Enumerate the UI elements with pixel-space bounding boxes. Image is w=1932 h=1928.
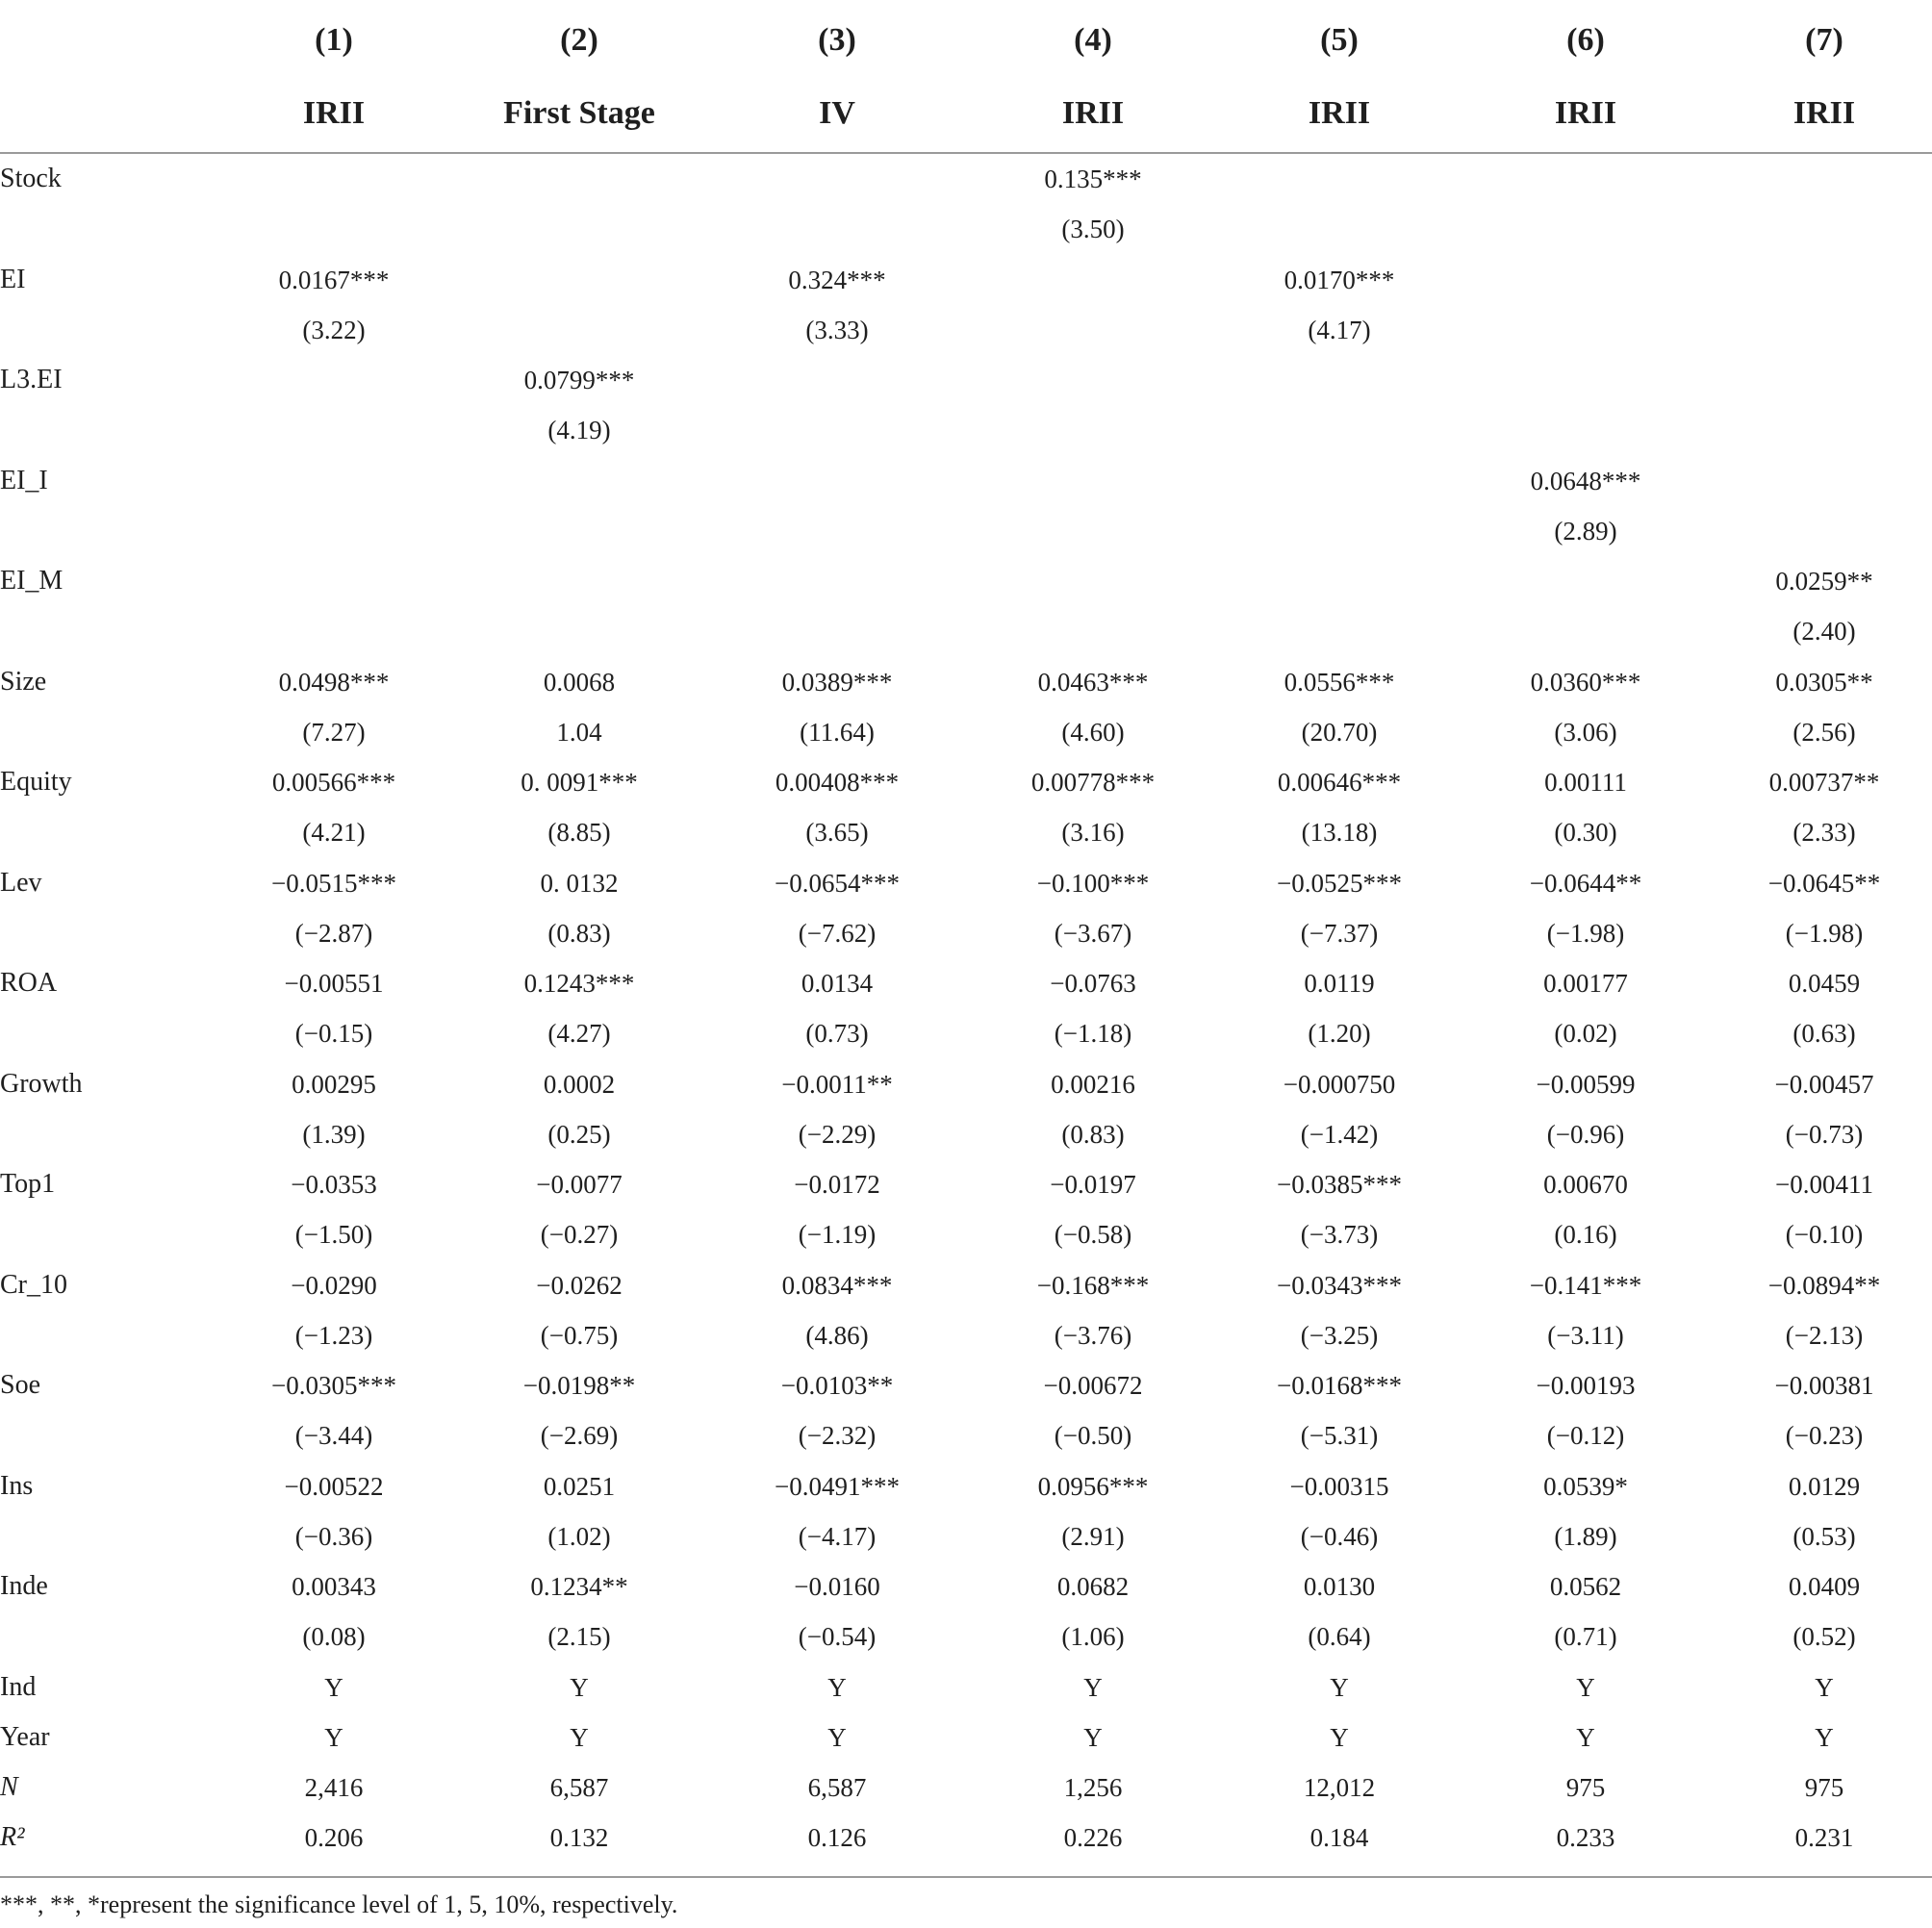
table-cell: 0.0360*** — [1530, 667, 1641, 697]
table-cell: 0.126 — [807, 1823, 867, 1853]
table-cell: (0.30) — [1554, 818, 1617, 848]
coefficient-row — [0, 1360, 1932, 1410]
table-cell: −0.0077 — [536, 1170, 623, 1199]
table-cell: (−0.36) — [294, 1521, 373, 1551]
table-cell: (0.63) — [1792, 1019, 1856, 1049]
table-cell: 6,587 — [549, 1773, 609, 1802]
row-label: Ins — [0, 1470, 34, 1501]
table-cell: (2.40) — [1792, 617, 1856, 647]
table-cell: 0.0129 — [1788, 1471, 1861, 1501]
table-cell: (3.50) — [1061, 215, 1125, 244]
coefficient-row — [0, 1159, 1932, 1209]
table-cell: (0.02) — [1554, 1019, 1617, 1049]
row-label: Cr_10 — [0, 1269, 67, 1300]
table-cell: 0.0498*** — [278, 667, 390, 697]
table-cell: (−3.76) — [1054, 1320, 1132, 1350]
table-cell: 0.0648*** — [1530, 466, 1641, 495]
table-cell: (0.52) — [1792, 1622, 1856, 1652]
coefficient-row — [0, 1260, 1932, 1310]
regression-table-body — [0, 154, 1932, 1864]
table-cell: −0.00599 — [1536, 1069, 1636, 1099]
table-cell: −0.0172 — [794, 1170, 880, 1199]
row-label: Lev — [0, 867, 42, 898]
table-cell: (−0.27) — [540, 1220, 619, 1250]
table-cell: −0.0103** — [780, 1371, 894, 1400]
table-cell: Y — [570, 1672, 589, 1702]
column-number-header: (5) — [1320, 22, 1359, 58]
table-cell: 0.00778*** — [1030, 768, 1156, 797]
dependent-variable-header: IRII — [302, 95, 366, 131]
table-cell: (−3.67) — [1054, 918, 1132, 948]
table-cell: 0.1243*** — [523, 969, 635, 998]
table-cell: (0.16) — [1554, 1220, 1617, 1250]
coefficient-row — [0, 1712, 1932, 1763]
table-cell: (11.64) — [800, 717, 875, 747]
coefficient-row — [0, 355, 1932, 405]
table-cell: (1.89) — [1554, 1521, 1617, 1551]
table-cell: 0.206 — [304, 1823, 364, 1853]
dependent-variable-header: IRII — [1308, 95, 1371, 131]
table-cell: (−0.15) — [294, 1019, 373, 1049]
table-cell: Y — [1330, 1672, 1349, 1702]
table-cell: −0.0491*** — [775, 1471, 900, 1501]
table-cell: (−4.17) — [798, 1521, 877, 1551]
t-statistic-row — [0, 606, 1932, 656]
table-cell: −0.0160 — [794, 1572, 880, 1601]
table-cell: (1.20) — [1308, 1019, 1371, 1049]
table-cell: (−0.96) — [1546, 1119, 1625, 1149]
table-cell: 0.0167*** — [278, 265, 390, 294]
table-cell: 0.0251 — [543, 1471, 616, 1501]
row-label: Soe — [0, 1370, 40, 1400]
column-number-header: (6) — [1566, 22, 1605, 58]
t-statistic-row — [0, 305, 1932, 355]
table-cell: 0.00216 — [1051, 1069, 1135, 1099]
table-cell: (−7.62) — [798, 918, 877, 948]
table-cell: −0.100*** — [1036, 868, 1150, 898]
table-cell: (3.06) — [1554, 717, 1617, 747]
table-cell: −0.0894** — [1767, 1270, 1881, 1300]
row-label: Size — [0, 666, 47, 697]
table-cell: (4.19) — [547, 416, 611, 445]
table-cell: (0.53) — [1792, 1521, 1856, 1551]
row-label: Equity — [0, 767, 72, 797]
row-label: ROA — [0, 968, 58, 998]
table-cell: −0.0011** — [781, 1069, 893, 1099]
table-cell: (4.27) — [547, 1019, 611, 1049]
row-label: R² — [0, 1822, 25, 1853]
table-cell: (−0.46) — [1300, 1521, 1379, 1551]
table-cell: −0.00411 — [1775, 1170, 1873, 1199]
table-cell: 0.231 — [1794, 1823, 1854, 1853]
column-number-header: (7) — [1805, 22, 1843, 58]
table-cell: 0.0556*** — [1284, 667, 1395, 697]
coefficient-row — [0, 556, 1932, 606]
t-statistic-row — [0, 908, 1932, 958]
column-number-header: (4) — [1074, 22, 1112, 58]
table-cell: 0.0130 — [1303, 1572, 1376, 1601]
table-cell: 0. 0091*** — [521, 768, 638, 797]
table-cell: (−0.50) — [1054, 1421, 1132, 1451]
coefficient-row — [0, 456, 1932, 506]
t-statistic-row — [0, 204, 1932, 254]
table-cell: (4.21) — [302, 818, 366, 848]
table-cell: (0.73) — [805, 1019, 869, 1049]
coefficient-row — [0, 1813, 1932, 1863]
table-cell: 1,256 — [1063, 1773, 1123, 1802]
table-cell: (0.08) — [302, 1622, 366, 1652]
dependent-variable-header: IRII — [1061, 95, 1125, 131]
table-cell: (−0.54) — [798, 1622, 877, 1652]
table-cell: −0.0198** — [522, 1371, 636, 1400]
dependent-variable-header: First Stage — [503, 95, 655, 131]
table-cell: (1.02) — [547, 1521, 611, 1551]
table-cell: (−1.19) — [798, 1220, 877, 1250]
table-cell: (2.89) — [1554, 516, 1617, 545]
table-cell: (3.22) — [302, 315, 366, 344]
table-cell: 0.00737** — [1768, 768, 1880, 797]
table-cell: 0.0409 — [1788, 1572, 1861, 1601]
table-cell: −0.00315 — [1289, 1471, 1389, 1501]
table-cell: −0.0763 — [1050, 969, 1136, 998]
table-cell: −0.0305*** — [271, 1371, 396, 1400]
table-cell: (1.06) — [1061, 1622, 1125, 1652]
table-cell: Y — [1576, 1722, 1595, 1752]
coefficient-row — [0, 1461, 1932, 1511]
table-cell: 0.0459 — [1788, 969, 1861, 998]
table-cell: 0.00295 — [292, 1069, 376, 1099]
table-cell: (2.91) — [1061, 1521, 1125, 1551]
dependent-variable-header: IRII — [1792, 95, 1856, 131]
table-cell: −0.0644** — [1529, 868, 1642, 898]
table-cell: (8.85) — [547, 818, 611, 848]
coefficient-row — [0, 255, 1932, 305]
table-cell: 0.324*** — [788, 265, 886, 294]
table-cell: −0.0290 — [291, 1270, 377, 1300]
table-cell: Y — [1576, 1672, 1595, 1702]
table-cell: −0.141*** — [1529, 1270, 1642, 1300]
table-cell: −0.00193 — [1536, 1371, 1636, 1400]
t-statistic-row — [0, 1109, 1932, 1159]
coefficient-row — [0, 1763, 1932, 1813]
table-cell: 0. 0132 — [540, 868, 619, 898]
table-cell: 0.233 — [1556, 1823, 1615, 1853]
table-cell: 0.0956*** — [1037, 1471, 1149, 1501]
table-cell: −0.0525*** — [1277, 868, 1402, 898]
row-label: Top1 — [0, 1169, 56, 1199]
table-cell: (−0.12) — [1546, 1421, 1625, 1451]
table-cell: (0.25) — [547, 1119, 611, 1149]
table-cell: (−5.31) — [1300, 1421, 1379, 1451]
table-cell: 0.0539* — [1543, 1471, 1628, 1501]
row-label: EI_M — [0, 566, 64, 596]
table-cell: (4.17) — [1308, 315, 1371, 344]
table-cell: (−1.98) — [1785, 918, 1864, 948]
table-cell: −0.00457 — [1774, 1069, 1874, 1099]
row-label: Year — [0, 1721, 50, 1752]
table-cell: −0.000750 — [1283, 1069, 1396, 1099]
table-cell: Y — [1815, 1672, 1834, 1702]
table-cell: 0.135*** — [1044, 165, 1142, 193]
row-label: Ind — [0, 1671, 37, 1702]
t-statistic-row — [0, 1008, 1932, 1058]
table-cell: 0.0834*** — [781, 1270, 893, 1300]
column-number-header: (2) — [560, 22, 598, 58]
dependent-variable-header: IRII — [1554, 95, 1617, 131]
table-cell: (1.39) — [302, 1119, 366, 1149]
table-cell: (−3.25) — [1300, 1320, 1379, 1350]
table-cell: 0.184 — [1309, 1823, 1369, 1853]
table-cell: 0.0389*** — [781, 667, 893, 697]
table-cell: (−0.58) — [1054, 1220, 1132, 1250]
table-cell: −0.00381 — [1774, 1371, 1874, 1400]
table-cell: (−3.11) — [1547, 1320, 1624, 1350]
table-cell: 0.0134 — [801, 969, 874, 998]
table-cell: 0.132 — [549, 1823, 609, 1853]
coefficient-row — [0, 154, 1932, 204]
significance-footnote: ***, **, *represent the significance level of 1, 5, 10%, respectively. — [0, 1890, 678, 1918]
table-cell: Y — [324, 1672, 343, 1702]
t-statistic-row — [0, 1511, 1932, 1561]
table-cell: 0.00646*** — [1277, 768, 1402, 797]
table-cell: (0.64) — [1308, 1622, 1371, 1652]
t-statistic-row — [0, 405, 1932, 455]
table-cell: −0.0168*** — [1277, 1371, 1402, 1400]
table-cell: (0.71) — [1554, 1622, 1617, 1652]
table-bottom-rule — [0, 1876, 1932, 1878]
table-cell: (−1.18) — [1054, 1019, 1132, 1049]
table-cell: −0.0262 — [536, 1270, 623, 1300]
table-cell: 6,587 — [807, 1773, 867, 1802]
table-cell: Y — [1815, 1722, 1834, 1752]
table-cell: −0.0343*** — [1277, 1270, 1402, 1300]
table-cell: −0.0654*** — [775, 868, 900, 898]
table-cell: −0.0515*** — [271, 868, 396, 898]
table-cell: 0.0682 — [1056, 1572, 1130, 1601]
table-cell: (−0.23) — [1785, 1421, 1864, 1451]
table-cell: (4.86) — [805, 1320, 869, 1350]
table-cell: (0.83) — [547, 918, 611, 948]
table-cell: 0.0170*** — [1284, 265, 1395, 294]
header-row-dependent-variables — [0, 85, 1932, 142]
row-label: EI_I — [0, 465, 48, 495]
table-cell: (4.60) — [1061, 717, 1125, 747]
table-cell: (−1.23) — [294, 1320, 373, 1350]
table-cell: Y — [1083, 1722, 1103, 1752]
table-cell: 0.0562 — [1549, 1572, 1622, 1601]
table-cell: (−2.87) — [294, 918, 373, 948]
table-cell: 0.0799*** — [523, 366, 635, 394]
table-cell: 0.00408*** — [775, 768, 900, 797]
table-cell: (7.27) — [302, 717, 366, 747]
table-cell: −0.00522 — [284, 1471, 384, 1501]
row-label: Inde — [0, 1571, 48, 1601]
coefficient-row — [0, 1059, 1932, 1109]
row-label: L3.EI — [0, 365, 63, 394]
table-cell: Y — [1083, 1672, 1103, 1702]
table-cell: 975 — [1565, 1773, 1606, 1802]
table-cell: 0.00343 — [292, 1572, 376, 1601]
table-cell: Y — [1330, 1722, 1349, 1752]
table-cell: 12,012 — [1303, 1773, 1376, 1802]
table-cell: 0.00177 — [1543, 969, 1628, 998]
row-label: N — [0, 1772, 18, 1802]
table-cell: (−3.73) — [1300, 1220, 1379, 1250]
coefficient-row — [0, 757, 1932, 807]
row-label: Growth — [0, 1068, 83, 1099]
row-label: EI — [0, 264, 26, 294]
table-cell: (20.70) — [1301, 717, 1378, 747]
table-cell: −0.0353 — [291, 1170, 377, 1199]
table-cell: −0.0197 — [1050, 1170, 1136, 1199]
table-cell: (−1.42) — [1300, 1119, 1379, 1149]
t-statistic-row — [0, 1611, 1932, 1662]
table-cell: 975 — [1804, 1773, 1844, 1802]
table-cell: 0.226 — [1063, 1823, 1123, 1853]
table-cell: −0.0385*** — [1277, 1170, 1402, 1199]
table-cell: (−0.10) — [1785, 1220, 1864, 1250]
table-cell: (−2.13) — [1785, 1320, 1864, 1350]
table-cell: 0.00670 — [1543, 1170, 1628, 1199]
table-cell: 0.0305** — [1775, 667, 1873, 697]
table-cell: (−0.75) — [540, 1320, 619, 1350]
table-cell: (13.18) — [1301, 818, 1378, 848]
coefficient-row — [0, 958, 1932, 1008]
t-statistic-row — [0, 1410, 1932, 1460]
table-cell: 0.0068 — [543, 667, 616, 697]
table-cell: (2.56) — [1792, 717, 1856, 747]
table-cell: 0.0119 — [1304, 969, 1375, 998]
coefficient-row — [0, 1561, 1932, 1611]
table-cell: (−7.37) — [1300, 918, 1379, 948]
table-cell: −0.0645** — [1767, 868, 1881, 898]
table-cell: Y — [827, 1722, 847, 1752]
table-cell: Y — [827, 1672, 847, 1702]
table-cell: Y — [324, 1722, 343, 1752]
table-cell: (−2.29) — [798, 1119, 877, 1149]
table-cell: (0.83) — [1061, 1119, 1125, 1149]
table-cell: 2,416 — [304, 1773, 364, 1802]
table-cell: 1.04 — [556, 717, 602, 747]
table-cell: (−2.69) — [540, 1421, 619, 1451]
dependent-variable-header: IV — [819, 95, 855, 131]
column-number-header: (3) — [818, 22, 856, 58]
table-cell: 0.0463*** — [1037, 667, 1149, 697]
table-cell: (−3.44) — [294, 1421, 373, 1451]
table-cell: (−1.50) — [294, 1220, 373, 1250]
table-cell: (3.65) — [805, 818, 869, 848]
table-cell: 0.00566*** — [271, 768, 396, 797]
column-number-header: (1) — [315, 22, 353, 58]
table-cell: 0.00111 — [1544, 768, 1627, 797]
t-statistic-row — [0, 807, 1932, 857]
table-cell: −0.00551 — [284, 969, 384, 998]
coefficient-row — [0, 858, 1932, 908]
table-cell: 0.1234** — [530, 1572, 628, 1601]
table-cell: (3.33) — [805, 315, 869, 344]
table-cell: (−2.32) — [798, 1421, 877, 1451]
table-cell: (3.16) — [1061, 818, 1125, 848]
table-cell: Y — [570, 1722, 589, 1752]
coefficient-row — [0, 657, 1932, 707]
table-cell: (2.15) — [547, 1622, 611, 1652]
table-cell: (−1.98) — [1546, 918, 1625, 948]
table-cell: −0.168*** — [1036, 1270, 1150, 1300]
table-cell: 0.0259** — [1775, 567, 1873, 596]
t-statistic-row — [0, 1209, 1932, 1259]
table-cell: −0.00672 — [1043, 1371, 1143, 1400]
t-statistic-row — [0, 1310, 1932, 1360]
coefficient-row — [0, 1662, 1932, 1712]
header-row-column-numbers — [0, 12, 1932, 69]
t-statistic-row — [0, 707, 1932, 757]
table-cell: 0.0002 — [543, 1069, 616, 1099]
row-label: Stock — [0, 164, 62, 193]
t-statistic-row — [0, 506, 1932, 556]
table-cell: (2.33) — [1792, 818, 1856, 848]
table-cell: (−0.73) — [1785, 1119, 1864, 1149]
